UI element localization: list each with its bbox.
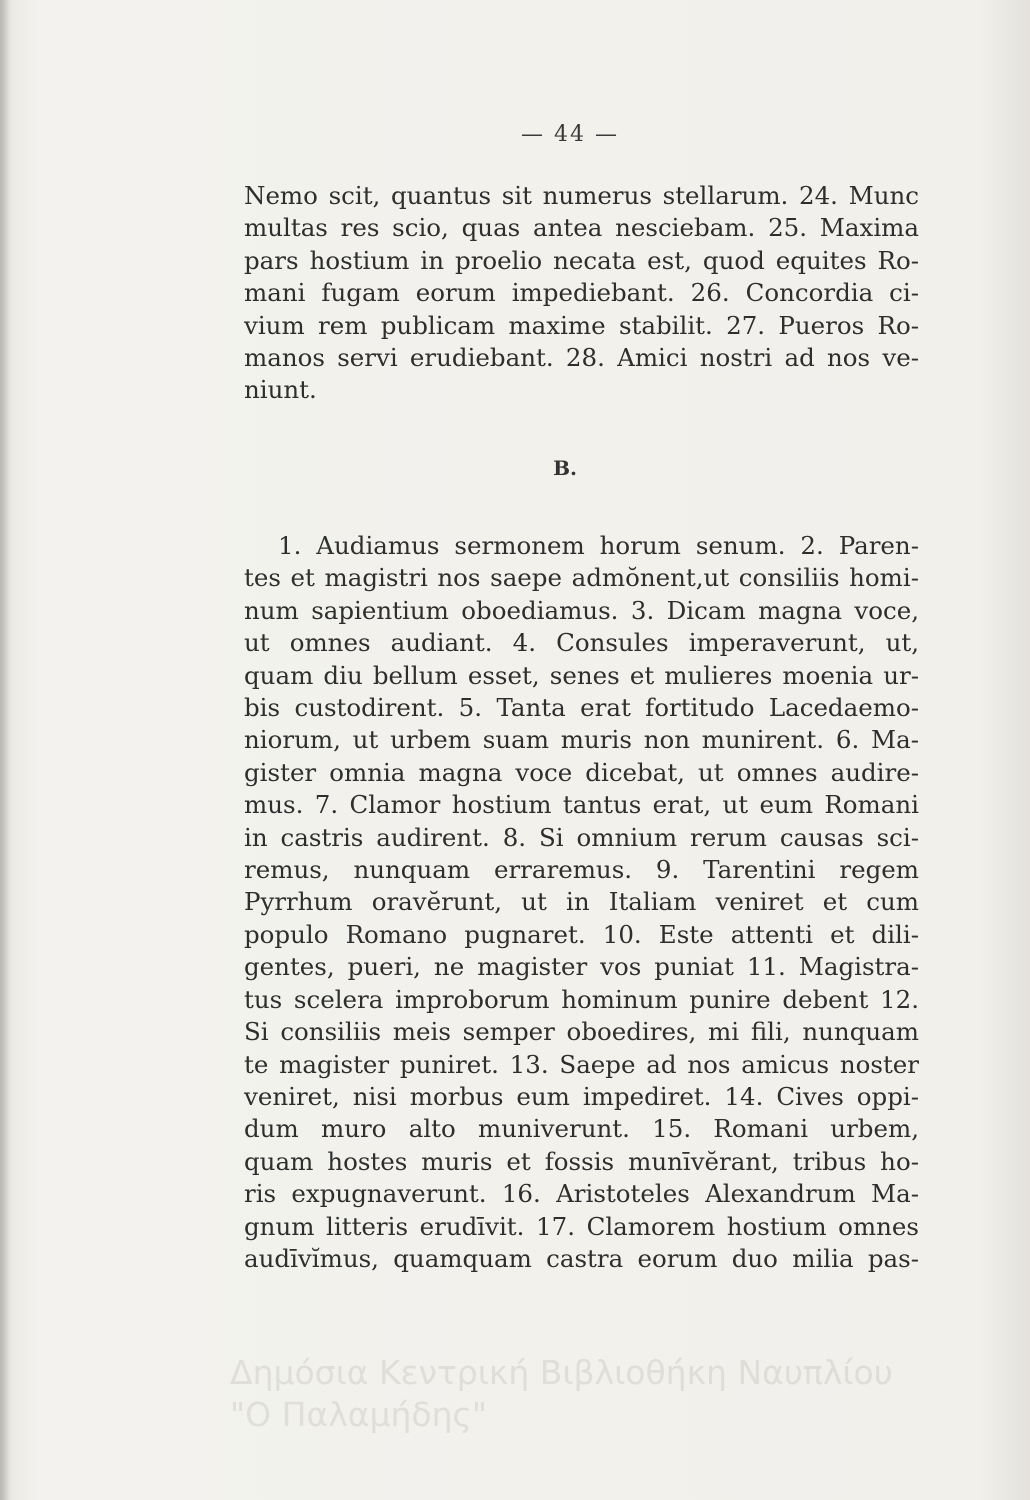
text-line: niorum, ut urbem suam muris non munirent. 6. Ma- (244, 725, 919, 755)
text-line: manos servi erudiebant. 28. Amici nostri ad nos ve- (244, 343, 919, 373)
text-line: mani fugam eorum impediebant. 26. Concordia ci- (244, 278, 919, 308)
text-line: niunt. (244, 375, 317, 405)
text-line: te magister puniret. 13. Saepe ad nos amicus noster (244, 1049, 919, 1079)
section-a-text (244, 180, 919, 407)
text-line: ris expugnaverunt. 16. Aristoteles Alexandrum Ma- (244, 1179, 919, 1209)
text-line: in castris audirent. 8. Si omnium rerum causas sci- (244, 822, 919, 852)
watermark-line-2: "Ο Παλαμήδης" (230, 1395, 488, 1434)
text-line: tus scelera improborum hominum punire debent 12. (244, 984, 919, 1014)
section-b-text (244, 530, 919, 1275)
text-line: Si consiliis meis semper oboedires, mi fili, nunquam (244, 1017, 919, 1047)
text-line: pars hostium in proelio necata est, quod equites Ro- (244, 245, 919, 275)
text-line: dum muro alto muniverunt. 15. Romani urbem, (244, 1114, 919, 1144)
library-watermark (230, 1352, 1000, 1442)
text-line: gnum litteris erudīvit. 17. Clamorem hostium omnes (244, 1211, 919, 1241)
section-b-heading: B. (553, 456, 577, 480)
page-number: — 44 — (521, 122, 619, 147)
text-line: num sapientium oboediamus. 3. Dicam magna voce, (244, 595, 919, 625)
text-line: quam diu bellum esset, senes et mulieres moenia ur- (244, 660, 919, 690)
watermark-line-1: Δημόσια Κεντρική Βιβλιοθήκη Ναυπλίου (230, 1353, 893, 1392)
spine-shadow (0, 0, 10, 1500)
text-line: populo Romano pugnaret. 10. Este attenti et dili- (244, 919, 919, 949)
text-line: remus, nunquam erraremus. 9. Tarentini regem (244, 855, 919, 885)
text-line: 1. Audiamus sermonem horum senum. 2. Paren- (278, 531, 919, 560)
text-line: Pyrrhum oravĕrunt, ut in Italiam veniret et cum (244, 887, 919, 917)
text-line: gentes, pueri, ne magister vos puniat 11. Magistra- (244, 952, 919, 982)
text-line: mus. 7. Clamor hostium tantus erat, ut eum Romani (244, 790, 919, 820)
text-line: veniret, nisi morbus eum impediret. 14. Cives oppi- (244, 1081, 919, 1111)
text-line: multas res scio, quas antea nesciebam. 25. Maxima (244, 213, 919, 243)
text-line: vium rem publicam maxime stabilit. 27. Pueros Ro- (244, 310, 919, 340)
text-line: ut omnes audiant. 4. Consules imperaverunt, ut, (244, 628, 919, 658)
text-line: tes et magistri nos saepe admŏnent,ut consiliis homi- (244, 563, 919, 593)
text-line: bis custodirent. 5. Tanta erat fortitudo Lacedaemo- (244, 693, 919, 723)
text-line: gister omnia magna voce dicebat, ut omnes audire- (244, 757, 919, 787)
text-line: Nemo scit, quantus sit numerus stellarum. 24. Munc (244, 181, 919, 210)
text-line: audīvĭmus, quamquam castra eorum duo milia pas- (244, 1243, 919, 1273)
text-line: quam hostes muris et fossis munīvĕrant, tribus ho- (244, 1146, 919, 1176)
